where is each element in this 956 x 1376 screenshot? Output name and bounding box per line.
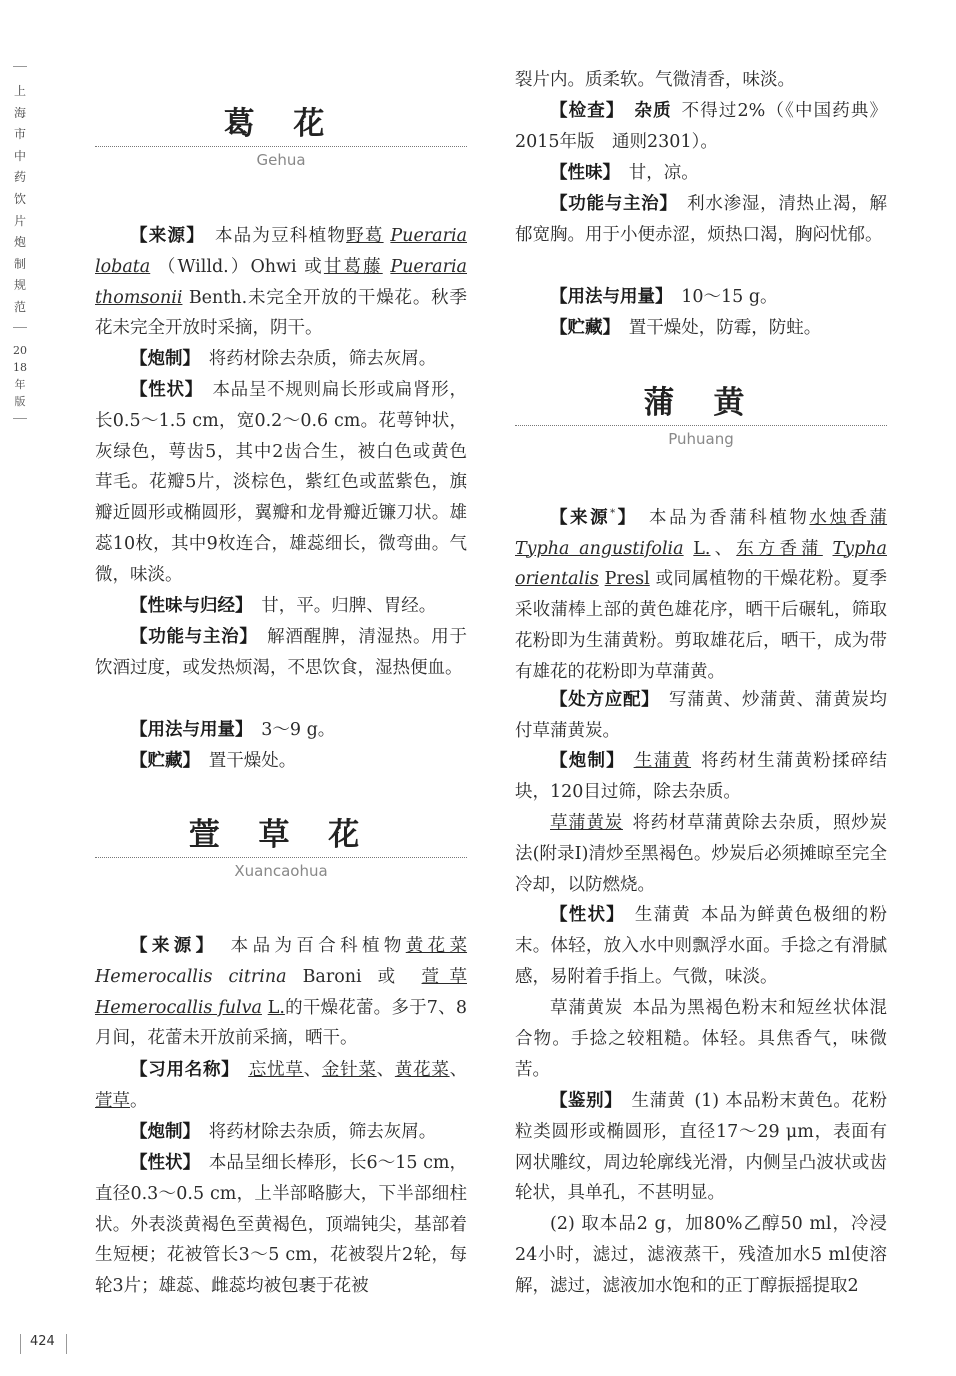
gehua-pinyin: Gehua: [256, 151, 306, 169]
xuancao-characters-text: 本品呈细长棒形，长6～15 cm，直径0.3～0.5 cm，上半部略膨大，下半部细柱状。外表淡黄褐色至黄褐色，顶端钝尖，基部着生短梗；花被管长3～5 cm，花被裂片2轮，每轮3片；雄蕊、雌蕊均被包裹于花被: [95, 1153, 467, 1297]
puhuang-characters-key-1: 生蒲黄: [633, 905, 692, 925]
xuancao-function-text: 利水渗湿，清热止渴，解郁宽胸。用于小便赤涩，烦热口渴，胸闷忧郁。: [515, 194, 888, 245]
gehua-function-text: 解酒醒脾，清湿热。用于饮酒过度，或发热烦渴，不思饮食，湿热便血。: [95, 627, 468, 678]
puhuang-source-latin-2: Typha orientalis: [515, 538, 887, 590]
xuancao-processing: [95, 1117, 467, 1148]
xuancao-taste-text: 甘，凉。: [628, 163, 699, 183]
puhuang-characters-key-2: 草蒲黄炭: [550, 998, 623, 1018]
sidebar-rule-bottom: [13, 418, 27, 419]
gehua-source-text-a: 本品为豆科植物: [213, 226, 347, 246]
puhuang-characters-text-2: 本品为黑褐色粉末和短丝状体混合物。手捻之较粗糙。体轻。具焦香气，味微苦。: [515, 998, 888, 1080]
xuancao-taste-label: 【性味】: [550, 163, 620, 183]
xuancao-function-label: 【功能与主治】: [550, 194, 678, 214]
gehua-heading: [95, 106, 467, 169]
xuancao-storage-label: 【贮藏】: [550, 318, 620, 338]
puhuang-characters-2: [515, 993, 887, 1085]
xuancao-taste: [515, 158, 887, 189]
puhuang-identification-key-1: 生蒲黄: [630, 1091, 686, 1111]
gehua-source-text-g: Benth.未完全开放的干燥花。秋季花未完全开放时采摘，阴干。: [95, 287, 467, 339]
puhuang-processing-1: [515, 746, 887, 808]
puhuang-characters-1: [515, 900, 887, 992]
xuancao-check-label: 【检查】: [550, 101, 625, 121]
gehua-processing-label: 【炮制】: [130, 349, 200, 369]
xuancao-source-latin-2: Hemerocallis fulva: [95, 997, 262, 1018]
xuancao-storage-text: 置干燥处，防霉，防蛀。: [628, 318, 822, 338]
sidebar-edition: 2018年版: [13, 343, 27, 408]
gehua-storage-label: 【贮藏】: [130, 751, 200, 771]
xuancao-heading: [95, 817, 467, 880]
xuancao-check-key: 杂质: [633, 101, 672, 121]
puhuang-source-latin-1: Typha angustifolia: [515, 538, 684, 559]
gehua-title-rule: [95, 146, 467, 147]
puhuang-source-label-end: 】: [615, 507, 638, 528]
gehua-source-latin-1: Pueraria lobata: [95, 226, 468, 277]
puhuang-processing-key-2: 草蒲黄炭: [550, 813, 623, 833]
xuancao-processing-text: 将药材除去杂质，筛去灰屑。: [208, 1122, 437, 1142]
puhuang-source-label: 【来源: [550, 507, 611, 528]
gehua-dosage-text: 3～9 g。: [261, 720, 336, 740]
gehua-storage-text: 置干燥处。: [208, 751, 297, 771]
gehua-source: [95, 221, 467, 344]
gehua-storage: [95, 746, 467, 777]
puhuang-pinyin: Puhuang: [668, 430, 734, 448]
gehua-source-label: 【来源】: [130, 226, 205, 246]
puhuang-source-author-1: L.: [693, 538, 711, 559]
xuancao-alias-3: 黄花菜: [394, 1060, 450, 1080]
xuancao-alias-2: 金针菜: [321, 1060, 377, 1080]
sidebar-rule-top: [13, 66, 27, 67]
xuancao-alias-4: 萱草: [95, 1090, 130, 1111]
gehua-title: 葛 花: [223, 106, 339, 142]
gehua-taste-label: 【性味与归经】: [130, 596, 253, 616]
gehua-taste: [95, 591, 467, 622]
puhuang-characters-label: 【性状】: [550, 905, 625, 925]
xuancao-source-text-h: 的干燥花蕾。多于7、8月间，花蕾未开放前采摘，晒干。: [95, 997, 467, 1049]
puhuang-processing-text-2: 将药材草蒲黄除去杂质，照炒炭法(附录Ⅰ)清炒至黑褐色。炒炭后必须摊晾至完全冷却，以防燃烧。: [515, 813, 888, 895]
gehua-function: [95, 622, 467, 684]
xuancao-source-text-d: Baroni 或: [302, 966, 406, 987]
puhuang-processing-text-1: 将药材生蒲黄粉揉碎结块，120目过筛，除去杂质。: [515, 751, 888, 802]
xuancao-check-text: 不得过2%（《中国药典》2015年版 通则2301）。: [515, 101, 888, 152]
gehua-dosage: [95, 715, 467, 746]
xuancao-alias-1: 忘忧草: [248, 1060, 304, 1080]
xuancao-alias: 【习用名称】 忘忧草、金针菜、黄花菜、萱草。: [95, 1060, 468, 1111]
xuancao-dosage: [515, 282, 887, 313]
sidebar-book-title: 上海市中药饮片炮制规范: [13, 84, 26, 314]
xuancao-function: [515, 189, 887, 251]
xuancao-dosage-text: 10～15 g。: [681, 287, 778, 307]
puhuang-heading: [515, 385, 887, 448]
puhuang-identification-2: [515, 1209, 887, 1301]
puhuang-title-rule: [515, 425, 887, 426]
xuancao-characters-continued: [515, 65, 887, 96]
puhuang-characters-text-1: 本品为鲜黄色极细的粉末。体轻，放入水中则飘浮水面。手捻之有滑腻感，易附着手指上。气微，味淡。: [515, 905, 888, 987]
xuancao-source-author: L.: [267, 997, 285, 1018]
xuancao-characters-label: 【性状】: [130, 1153, 201, 1173]
gehua-source-plant-1: 野葛: [346, 226, 384, 246]
puhuang-prescription-label: 【处方应配】: [550, 690, 660, 710]
xuancao-characters: [95, 1148, 467, 1302]
gehua-source-plant-2: 甘葛藤: [323, 256, 383, 277]
xuancao-processing-label: 【炮制】: [130, 1122, 200, 1142]
page-footer: [0, 1330, 956, 1360]
footer-rule-right: [66, 1334, 67, 1354]
puhuang-processing-2: [515, 808, 887, 900]
gehua-processing: [95, 344, 467, 375]
gehua-dosage-label: 【用法与用量】: [130, 720, 253, 740]
puhuang-source-sep: 、: [710, 538, 737, 559]
puhuang-source-text-a: 本品为香蒲科植物: [646, 507, 810, 528]
puhuang-processing-label: 【炮制】: [550, 751, 625, 771]
footer-rule-left: [20, 1334, 21, 1354]
xuancao-pinyin: Xuancaohua: [234, 862, 328, 880]
xuancao-source-plant-2: 萱草: [421, 966, 467, 987]
xuancao-source-label: 【来源】: [130, 936, 218, 956]
puhuang-identification-1: [515, 1086, 887, 1209]
puhuang-identification-text-1: (1) 本品粉末黄色。花粉粒类圆形或椭圆形，直径17～29 μm，表面有网状雕纹，周边轮廓线光滑，内侧呈凸波状或齿轮状，具单孔，不甚明显。: [515, 1091, 888, 1204]
puhuang-prescription: [515, 685, 887, 747]
gehua-taste-text: 甘，平。归脾、胃经。: [261, 596, 437, 616]
xuancao-source-text-a: 本品为百合科植物: [226, 936, 406, 956]
gehua-source-text-d: （Willd.）Ohwi 或: [157, 256, 324, 277]
page-number: 424: [30, 1334, 55, 1349]
puhuang-source-plant-1: 水烛香蒲: [809, 507, 888, 528]
puhuang-source: [515, 499, 887, 688]
xuancao-alias-label: 【习用名称】: [130, 1060, 240, 1080]
gehua-characters-label: 【性状】: [130, 380, 203, 400]
xuancao-title: 萱 草 花: [188, 817, 374, 853]
puhuang-identification-label: 【鉴别】: [550, 1091, 623, 1111]
puhuang-source-plant-2: 东方香蒲: [736, 538, 823, 559]
xuancao-source: [95, 931, 467, 1054]
xuancao-storage: [515, 313, 887, 344]
puhuang-identification-text-2: (2) 取本品2 g，加80%乙醇50 ml，冷浸24小时，滤过，滤液蒸干，残渣加水5 ml使溶解，滤过，滤液加水饱和的正丁醇振摇提取2: [515, 1214, 887, 1296]
xuancao-check: [515, 96, 887, 158]
puhuang-source-author-2: Presl: [604, 569, 650, 590]
xuancao-source-latin-1: Hemerocallis citrina: [95, 966, 287, 987]
xuancao-characters-tail: 裂片内。质柔软。气微清香，味淡。: [515, 70, 795, 90]
running-header-sidebar: [13, 66, 37, 419]
gehua-characters-text: 本品呈不规则扁长形或扁肾形，长0.5～1.5 cm，宽0.2～0.6 cm。花萼钟状，灰绿色，萼齿5，其中2齿合生，被白色或黄色茸毛。花瓣5片，淡棕色，紫红色或蓝紫色，旗瓣近圆形或椭圆形，翼瓣和龙骨瓣近镰刀状。雄蕊10枚，其中9枚连合，雄蕊细长，微弯曲。气微，味淡。: [95, 380, 468, 585]
puhuang-title: 蒲 黄: [643, 385, 759, 421]
puhuang-processing-key-1: 生蒲黄: [633, 751, 692, 771]
sidebar-rule-mid: [13, 327, 27, 328]
gehua-processing-text: 将药材除去杂质，筛去灰屑。: [208, 349, 437, 369]
gehua-characters: [95, 375, 467, 591]
xuancao-title-rule: [95, 857, 467, 858]
puhuang-source-text-i: 或同属植物的干燥花粉。夏季采收蒲棒上部的黄色雄花序，晒干后碾轧，筛取花粉即为生蒲黄粉。剪取雄花后，晒干，成为带有雄花的花粉即为草蒲黄。: [515, 569, 887, 682]
xuancao-source-plant-1: 黄花菜: [405, 936, 468, 956]
xuancao-dosage-label: 【用法与用量】: [550, 287, 673, 307]
puhuang-source-asterisk: *: [610, 508, 616, 519]
gehua-function-label: 【功能与主治】: [130, 627, 258, 647]
gehua-source-latin-2: Pueraria thomsonii: [95, 256, 467, 308]
puhuang-prescription-text: 写蒲黄、炒蒲黄、蒲黄炭均付草蒲黄炭。: [515, 690, 888, 741]
